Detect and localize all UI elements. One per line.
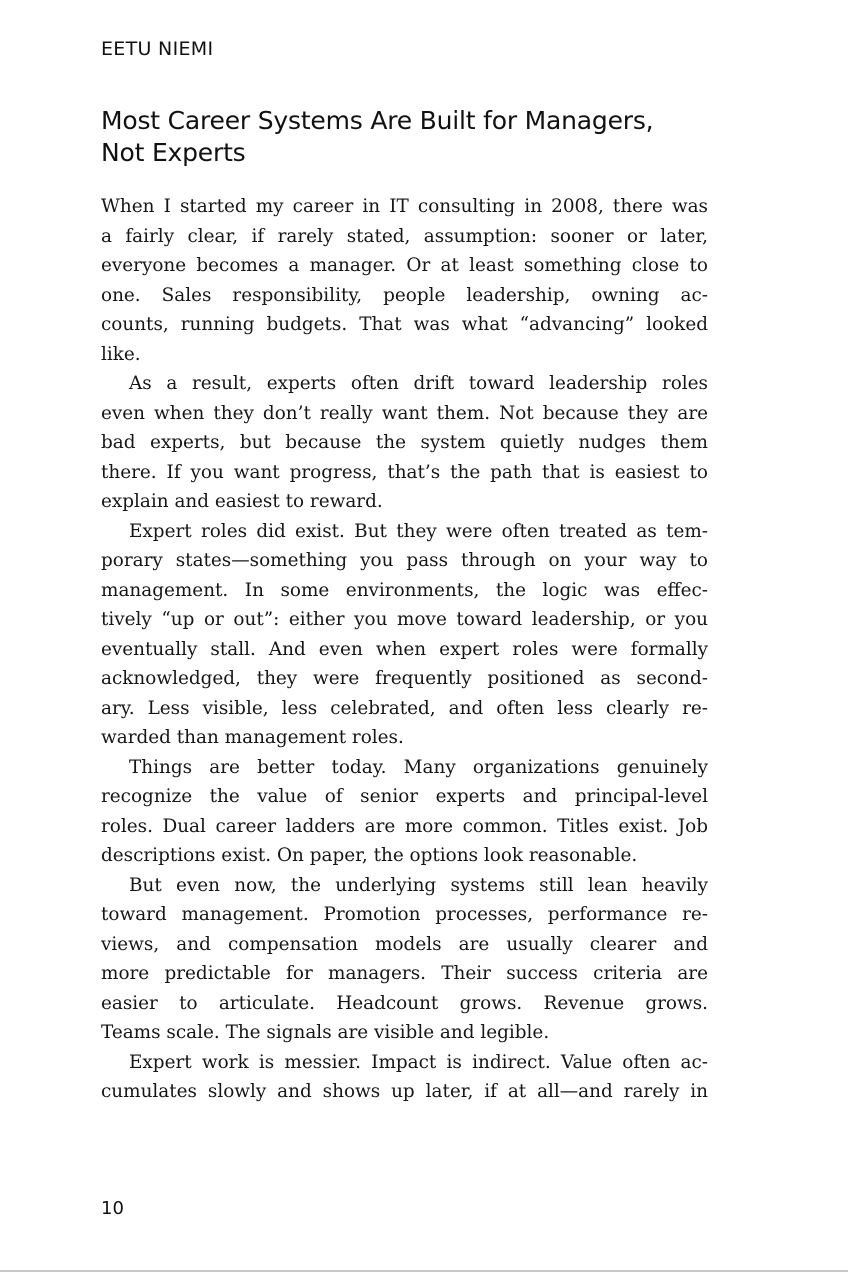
text-line: When I started my career in IT consulting in 2008, there was: [101, 196, 708, 217]
text-line: management. In some environments, the logic was effec-: [101, 579, 708, 601]
text-line: recognize the value of senior experts and principal-level: [101, 786, 708, 807]
page-number: 10: [101, 1198, 124, 1219]
text-line: cumulates slowly and shows up later, if at all—and rarely in: [101, 1081, 708, 1102]
text-line: views, and compensation models are usually clearer and: [101, 933, 708, 955]
text-line: Teams scale. The signals are visible and legible.: [101, 1022, 550, 1043]
text-line: one. Sales responsibility, people leadership, owning ac-: [101, 284, 708, 306]
text-line: Expert work is messier. Impact is indirect. Value often ac-: [129, 1051, 708, 1073]
text-line: even when they don’t really want them. Not because they are: [101, 402, 708, 424]
text-line: easier to articulate. Headcount grows. Revenue grows.: [101, 992, 708, 1014]
text-line: bad experts, but because the system quietly nudges them: [101, 432, 708, 453]
running-head-author: EETU NIEMI: [101, 38, 214, 60]
paragraph-5: [101, 871, 708, 1048]
text-line: there. If you want progress, that’s the path that is easiest to: [101, 461, 708, 483]
text-line: counts, running budgets. That was what “advancing” looked: [101, 314, 708, 335]
text-line: eventually stall. And even when expert roles were formally: [101, 638, 708, 660]
text-line: But even now, the underlying systems still lean heavily: [129, 874, 708, 896]
text-line: descriptions exist. On paper, the options look reasonable.: [101, 845, 638, 866]
paragraph-4: [101, 753, 708, 871]
chapter-title: [101, 105, 701, 169]
text-line: a fairly clear, if rarely stated, assumption: sooner or later,: [101, 225, 708, 247]
text-line: porary states—something you pass through on your way to: [101, 550, 708, 571]
body-text: [101, 192, 708, 1107]
text-line: warded than management roles.: [101, 727, 404, 748]
text-line: toward management. Promotion processes, performance re-: [101, 904, 708, 925]
paragraph-6: [101, 1048, 708, 1107]
text-line: more predictable for managers. Their success criteria are: [101, 963, 708, 984]
paragraph-3: [101, 517, 708, 753]
text-line: ary. Less visible, less celebrated, and often less clearly re-: [101, 697, 708, 719]
paragraph-1: [101, 192, 708, 369]
text-line: like.: [101, 343, 141, 365]
text-line: explain and easiest to reward.: [101, 491, 383, 512]
paragraph-2: [101, 369, 708, 517]
text-line: tively “up or out”: either you move toward leadership, or you: [101, 609, 708, 630]
chapter-title-line-2: Not Experts: [101, 138, 246, 167]
text-line: Expert roles did exist. But they were often treated as tem-: [129, 520, 708, 542]
text-line: Things are better today. Many organizations genuinely: [129, 756, 708, 778]
text-line: roles. Dual career ladders are more common. Titles exist. Job: [101, 815, 708, 837]
text-line: As a result, experts often drift toward leadership roles: [129, 373, 708, 394]
text-line: acknowledged, they were frequently positioned as second-: [101, 668, 708, 689]
chapter-title-line-1: Most Career Systems Are Built for Managers,: [101, 106, 654, 135]
text-line: everyone becomes a manager. Or at least something close to: [101, 255, 708, 276]
